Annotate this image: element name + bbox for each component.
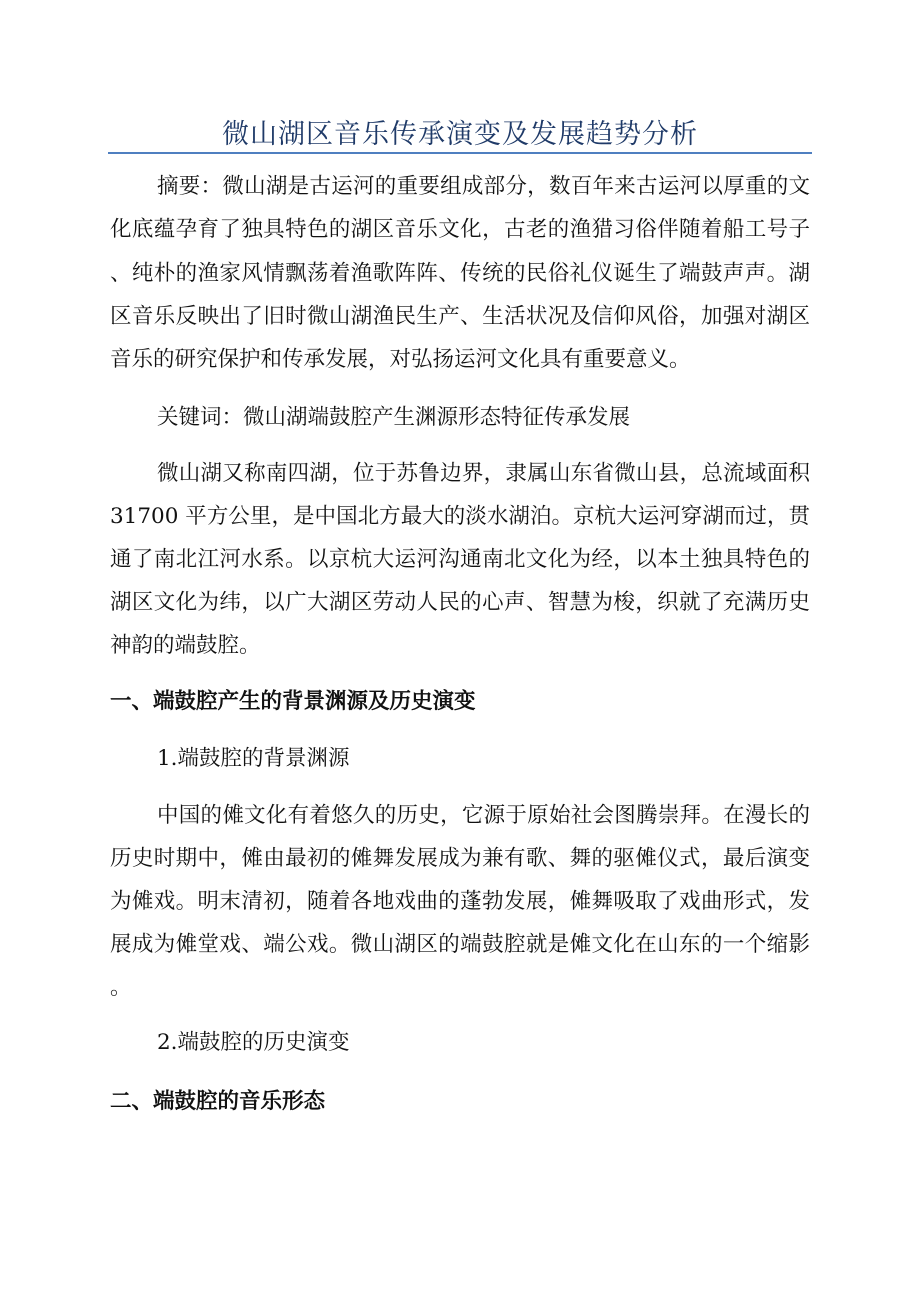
paragraph-line: 历史时期中，傩由最初的傩舞发展成为兼有歌、舞的驱傩仪式，最后演变 (110, 846, 810, 871)
section-heading-1: 一、端鼓腔产生的背景渊源及历史演变 (110, 689, 476, 714)
keywords: 关键词：微山湖端鼓腔产生渊源形态特征传承发展 (157, 405, 631, 430)
abstract-line: 、纯朴的渔家风情飘荡着渔歌阵阵、传统的民俗礼仪诞生了端鼓声声。湖 (110, 261, 810, 286)
section-heading-2: 二、端鼓腔的音乐形态 (110, 1089, 326, 1114)
paragraph-line: 。 (110, 975, 132, 1000)
intro-line: 通了南北江河水系。以京杭大运河沟通南北文化为经，以本土独具特色的 (110, 547, 810, 572)
abstract-line: 音乐的研究保护和传承发展，对弘扬运河文化具有重要意义。 (110, 347, 691, 372)
intro-line: 微山湖又称南四湖，位于苏鲁边界，隶属山东省微山县，总流域面积 (157, 461, 810, 486)
paragraph-line: 中国的傩文化有着悠久的历史，它源于原始社会图腾崇拜。在漫长的 (157, 803, 810, 828)
abstract-line: 摘要：微山湖是古运河的重要组成部分，数百年来古运河以厚重的文 (157, 174, 810, 199)
document-title: 微山湖区音乐传承演变及发展趋势分析 (222, 119, 698, 150)
abstract-line: 区音乐反映出了旧时微山湖渔民生产、生活状况及信仰风俗，加强对湖区 (110, 304, 810, 329)
abstract-line: 化底蕴孕育了独具特色的湖区音乐文化，古老的渔猎习俗伴随着船工号子 (110, 217, 810, 242)
paragraph-line: 展成为傩堂戏、端公戏。微山湖区的端鼓腔就是傩文化在山东的一个缩影 (110, 932, 810, 957)
intro-line: 湖区文化为纬，以广大湖区劳动人民的心声、智慧为梭，织就了充满历史 (110, 590, 810, 615)
title-divider (108, 152, 812, 154)
paragraph-line: 为傩戏。明末清初，随着各地戏曲的蓬勃发展，傩舞吸取了戏曲形式，发 (110, 889, 810, 914)
subsection-heading-1: 1.端鼓腔的背景渊源 (157, 746, 350, 771)
subsection-heading-2: 2.端鼓腔的历史演变 (157, 1030, 350, 1055)
intro-line: 神韵的端鼓腔。 (110, 633, 261, 658)
intro-line: 31700 平方公里，是中国北方最大的淡水湖泊。京杭大运河穿湖而过，贯 (110, 504, 810, 529)
